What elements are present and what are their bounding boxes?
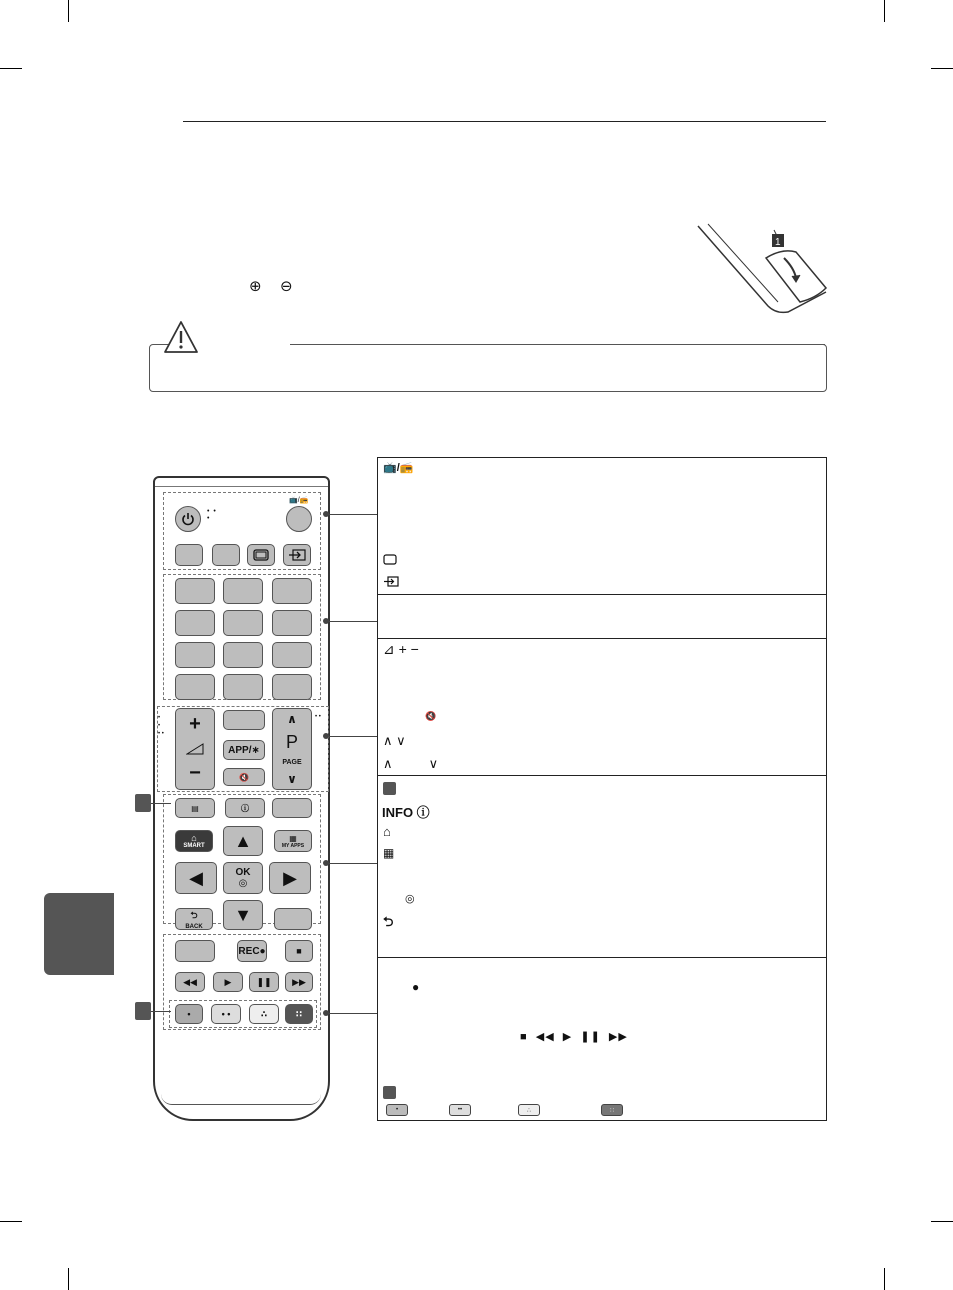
colour-button-1[interactable]: • (175, 1004, 203, 1024)
left-arrow-button[interactable]: ◀ (175, 862, 217, 894)
number-key[interactable] (175, 578, 215, 604)
minus-polarity-icon: ⊖ (280, 278, 293, 295)
stop-button[interactable]: ■ (285, 940, 313, 962)
chevron-down-icon: ∨ (287, 772, 297, 786)
mute-icon: 🔇 (425, 711, 437, 721)
callout-1-marker (383, 782, 396, 795)
mute-icon: 🔇 (239, 772, 249, 782)
back-button[interactable] (175, 908, 213, 930)
group-dots: • • (315, 714, 321, 720)
warning-icon (163, 320, 199, 359)
pause-button[interactable]: ❚❚ (249, 972, 279, 992)
tv-radio-label: 📺/📻 (289, 497, 309, 504)
crop-mark (0, 68, 22, 69)
number-key[interactable] (223, 610, 263, 636)
aspect-ratio-icon (383, 554, 397, 565)
ok-label: OK (235, 867, 251, 878)
crop-mark (68, 1268, 69, 1290)
table-row (378, 958, 826, 1122)
key-button[interactable] (223, 710, 265, 730)
table-row (378, 639, 826, 776)
chapter-tab (44, 893, 114, 975)
my-apps-button[interactable] (274, 830, 312, 852)
key-button[interactable] (212, 544, 240, 566)
colour-button-1-icon: • (386, 1104, 408, 1116)
home-icon: ⌂ (191, 833, 197, 843)
ok-icon: ◎ (238, 878, 248, 889)
fast-forward-button[interactable]: ▶▶ (285, 972, 313, 992)
leader-line (329, 863, 377, 864)
group-dots: • • • • (158, 715, 164, 737)
power-icon (181, 512, 195, 526)
power-button[interactable] (175, 506, 201, 532)
back-icon: ⮌ (190, 910, 198, 920)
remote-control (153, 476, 330, 1121)
leader-line (329, 1013, 377, 1014)
up-arrow-button[interactable]: ▲ (223, 826, 263, 856)
colour-button-3-icon: ∴ (518, 1104, 540, 1116)
play-button[interactable]: ▶ (213, 972, 243, 992)
key-button[interactable] (175, 940, 215, 962)
colour-button-2[interactable]: • • (211, 1004, 241, 1024)
table-row (378, 595, 826, 639)
input-icon (288, 549, 306, 561)
program-rocker[interactable] (272, 708, 312, 790)
colour-button-3[interactable]: ∴ (249, 1004, 279, 1024)
right-arrow-button[interactable]: ▶ (269, 862, 311, 894)
crop-mark (931, 1221, 953, 1222)
teletext-button[interactable] (175, 798, 215, 818)
remote-bottom-curve (161, 1094, 321, 1105)
playback-symbols: ■ ◀◀ ▶ ❚❚ ▶▶ (520, 1031, 628, 1043)
remote-top-line (155, 486, 328, 487)
number-key[interactable] (272, 642, 312, 668)
info-symbol: INFO ⓘ (382, 805, 430, 820)
smart-label: SMART (183, 843, 205, 849)
page-chevrons-symbol: ∧ ∨ (383, 756, 439, 771)
down-arrow-button[interactable]: ▼ (223, 900, 263, 930)
page-label: PAGE (282, 759, 302, 766)
callout-2 (135, 1002, 151, 1020)
aspect-ratio-icon (253, 549, 269, 561)
number-key[interactable] (272, 674, 312, 700)
tv-radio-button[interactable] (286, 506, 312, 532)
number-key[interactable] (272, 610, 312, 636)
number-key[interactable] (272, 578, 312, 604)
ok-icon: ◎ (405, 893, 415, 905)
rec-symbol: ● (412, 980, 420, 994)
number-key[interactable] (175, 674, 215, 700)
crop-mark (884, 0, 885, 22)
leader-line (329, 514, 377, 515)
leader-line (329, 621, 377, 622)
key-button[interactable] (272, 798, 312, 818)
rewind-button[interactable]: ◀◀ (175, 972, 205, 992)
table-row (378, 776, 826, 958)
table-row (378, 458, 826, 595)
back-icon: ⮌ (383, 914, 394, 929)
chevrons-symbol: ∧ ∨ (383, 733, 406, 748)
number-key[interactable] (223, 642, 263, 668)
leader-line (329, 736, 377, 737)
input-icon (383, 576, 399, 587)
number-key[interactable] (223, 578, 263, 604)
smart-button[interactable] (175, 830, 213, 852)
info-button[interactable] (225, 798, 265, 818)
number-key[interactable] (175, 610, 215, 636)
colour-button-2-icon: •• (449, 1104, 471, 1116)
back-label: BACK (185, 924, 203, 930)
ok-button[interactable] (223, 862, 263, 894)
mute-button[interactable] (223, 768, 265, 786)
home-icon: ⌂ (383, 824, 391, 839)
svg-text:1: 1 (775, 237, 781, 248)
volume-symbol: ⊿ + − (383, 641, 419, 657)
tv-radio-symbol: 📺/📻 (383, 462, 414, 474)
leader-line (151, 1011, 171, 1012)
chevron-up-icon: ∧ (287, 712, 297, 726)
number-key[interactable] (223, 674, 263, 700)
key-button[interactable] (274, 908, 312, 930)
caution-rule (290, 344, 825, 345)
callout-1 (135, 794, 151, 812)
rec-button[interactable]: REC● (237, 940, 267, 962)
battery-cover-illustration (696, 222, 832, 318)
colour-button-4[interactable]: ∷ (285, 1004, 313, 1024)
input-button[interactable] (283, 544, 311, 566)
header-rule (183, 121, 826, 122)
my-apps-label: MY APPS (281, 842, 305, 849)
colour-button-4-icon: ∷ (601, 1104, 623, 1116)
plus-polarity-icon: ⊕ (249, 278, 262, 295)
my-apps-icon: ▦ (383, 846, 395, 860)
volume-up-icon: + (189, 712, 201, 735)
button-reference-table (377, 457, 827, 1121)
info-icon: ⓘ (241, 803, 249, 813)
volume-rocker[interactable] (175, 708, 215, 790)
key-button[interactable] (175, 544, 203, 566)
crop-mark (68, 0, 69, 22)
crop-mark (0, 1221, 22, 1222)
volume-icon (186, 743, 204, 755)
power-dots: • • • (207, 508, 217, 522)
app-button[interactable]: APP/∗ (223, 740, 265, 760)
leader-line (151, 803, 171, 804)
crop-mark (884, 1268, 885, 1290)
my-apps-icon: ▦ (289, 833, 297, 843)
p-label: P (285, 732, 298, 752)
callout-2-marker (383, 1086, 396, 1099)
number-key[interactable] (175, 642, 215, 668)
volume-down-icon: − (189, 762, 201, 785)
teletext-icon: ▤ (191, 803, 199, 813)
aspect-ratio-button[interactable] (247, 544, 275, 566)
crop-mark (931, 68, 953, 69)
